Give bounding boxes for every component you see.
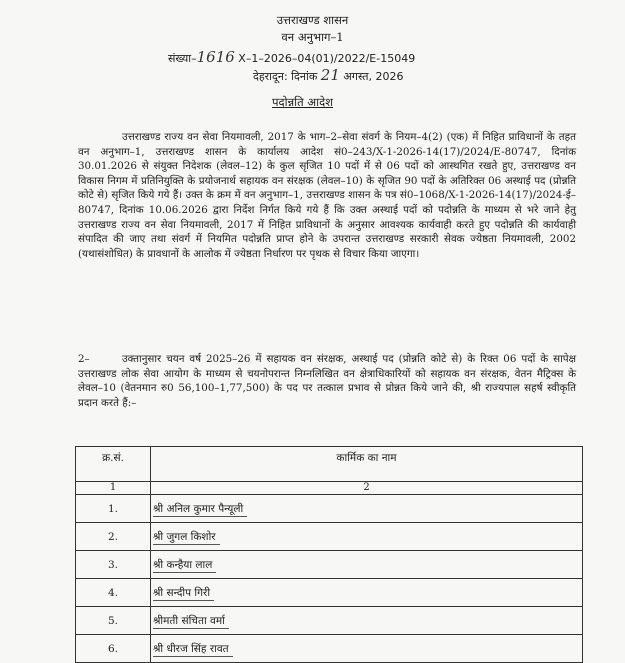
ref-prefix: संख्या–	[168, 52, 197, 65]
paragraph-2-text: उक्तानुसार चयन वर्ष 2025–26 में सहायक वन संरक्षक, अस्थाई पद (प्रोन्नति कोटे से) के रिक्त 06 पदों के सापेक्ष उत्तराखण्ड लोक सेवा आयोग के माध्यम से चयनोपरान्त निम्नलिखित वन क्षेत्राधिकारियों को सहायक वन संरक्षक, वेतन मैट्रिक्स के लेवल–10 (वेतनमान रु0 56,100–1,77,500) के पद पर तत्काल प्रभाव से प्रोन्नत किये जाने की, श्री राज्यपाल सहर्ष स्वीकृति प्रदान करते हैं:–	[78, 353, 576, 409]
officer-table	[75, 446, 583, 663]
name-cell	[151, 523, 583, 551]
officer-name: श्री जुगल किशोर	[153, 531, 220, 545]
column-number-1: 1	[76, 482, 151, 495]
date-handwritten-day: 21	[320, 66, 340, 84]
name-cell	[151, 579, 583, 607]
order-date	[253, 66, 404, 84]
officer-name: श्री अनिल कुमार पैन्यूली	[153, 503, 247, 517]
order-title: पदोन्नति आदेश	[272, 95, 334, 109]
header-serial: क्र.सं.	[76, 447, 151, 482]
column-number-2: 2	[151, 482, 583, 495]
serial-cell: 6.	[76, 635, 151, 663]
name-cell	[151, 607, 583, 635]
officer-name: श्री कन्हैया लाल	[153, 559, 216, 573]
reference-number	[168, 48, 415, 66]
name-cell	[151, 635, 583, 663]
paragraph-1: उत्तराखण्ड राज्य वन सेवा नियमावली, 2017 के भाग–2–सेवा संवर्ग के नियम–4(2) (एक) में निहित प्राविधानों के तहत वन अनुभाग–1, उत्तराखण्ड शासन के कार्यालय आदेश सं0–243/X-1-2026-14(17)/2024/E-80747, दिनांक 30.01.2026 से संयुक्त निदेशक (लेवल–12) के कुल सृजित 10 पदों में से 06 पदों को आस्थगित रखते हुए, उत्तराखण्ड वन विकास निगम में प्रतिनियुक्ति के प्रयोजनार्थ सहायक वन संरक्षक (लेवल–10) के सृजित 90 पदों के अतिरिक्त 06 अस्थाई पद (प्रोन्नति कोटे से) सृजित किये गये हैं। उक्त के क्रम में वन अनुभाग–1, उत्तराखण्ड शासन के पत्र सं0–1068/X-1-2026-14(17)/2024-ई–80747, दिनांक 10.06.2026 द्वारा निर्देश निर्गत किये गये हैं कि उक्त अस्थाई पदों को पदोन्नति के माध्यम से भरे जाने हेतु उत्तराखण्ड राज्य वन सेवा नियमावली, 2017 में निहित प्राविधानों के अनुसार आवश्यक कार्यवाही करते हुए पदोन्नति की कार्यवाही संपादित की जाए तथा संवर्ग में नियमित पदोन्नति प्राप्त होने के उपरान्त उत्तराखण्ड सरकारी सेवक ज्येष्ठता नियमावली, 2002 (यथासंशोधित) के प्रावधानों के आलोक में ज्येष्ठता निर्धारण पर पृथक से विचार किया जाएगा।	[78, 131, 576, 260]
date-prefix: देहरादून: दिनांक	[253, 70, 321, 83]
name-cell	[151, 495, 583, 523]
column-number-row	[76, 482, 583, 495]
serial-cell: 5.	[76, 607, 151, 635]
date-suffix: अगस्त, 2026	[339, 70, 404, 83]
table-row	[76, 551, 583, 579]
department-name: वन अनुभाग–1	[281, 30, 344, 44]
officer-name: श्री सन्दीप गिरी	[153, 587, 214, 601]
officer-name: श्रीमती संचिता वर्मा	[153, 615, 229, 629]
header-name: कार्मिक का नाम	[151, 447, 583, 482]
serial-cell: 4.	[76, 579, 151, 607]
table-row	[76, 635, 583, 663]
paragraph-2-number: 2–	[78, 353, 90, 365]
table-row	[76, 579, 583, 607]
serial-cell: 2.	[76, 523, 151, 551]
table-row	[76, 607, 583, 635]
table-row	[76, 523, 583, 551]
serial-cell: 3.	[76, 551, 151, 579]
govt-name: उत्तराखण्ड शासन	[276, 13, 349, 27]
table-header-row	[76, 447, 583, 482]
paragraph-2	[78, 352, 576, 410]
table-row	[76, 495, 583, 523]
ref-handwritten-number: 1616	[196, 48, 235, 66]
name-cell	[151, 551, 583, 579]
serial-cell: 1.	[76, 495, 151, 523]
officer-name: श्री धीरज सिंह रावत	[153, 643, 233, 657]
ref-suffix: X–1–2026–04(01)/2022/E-15049	[234, 52, 416, 65]
